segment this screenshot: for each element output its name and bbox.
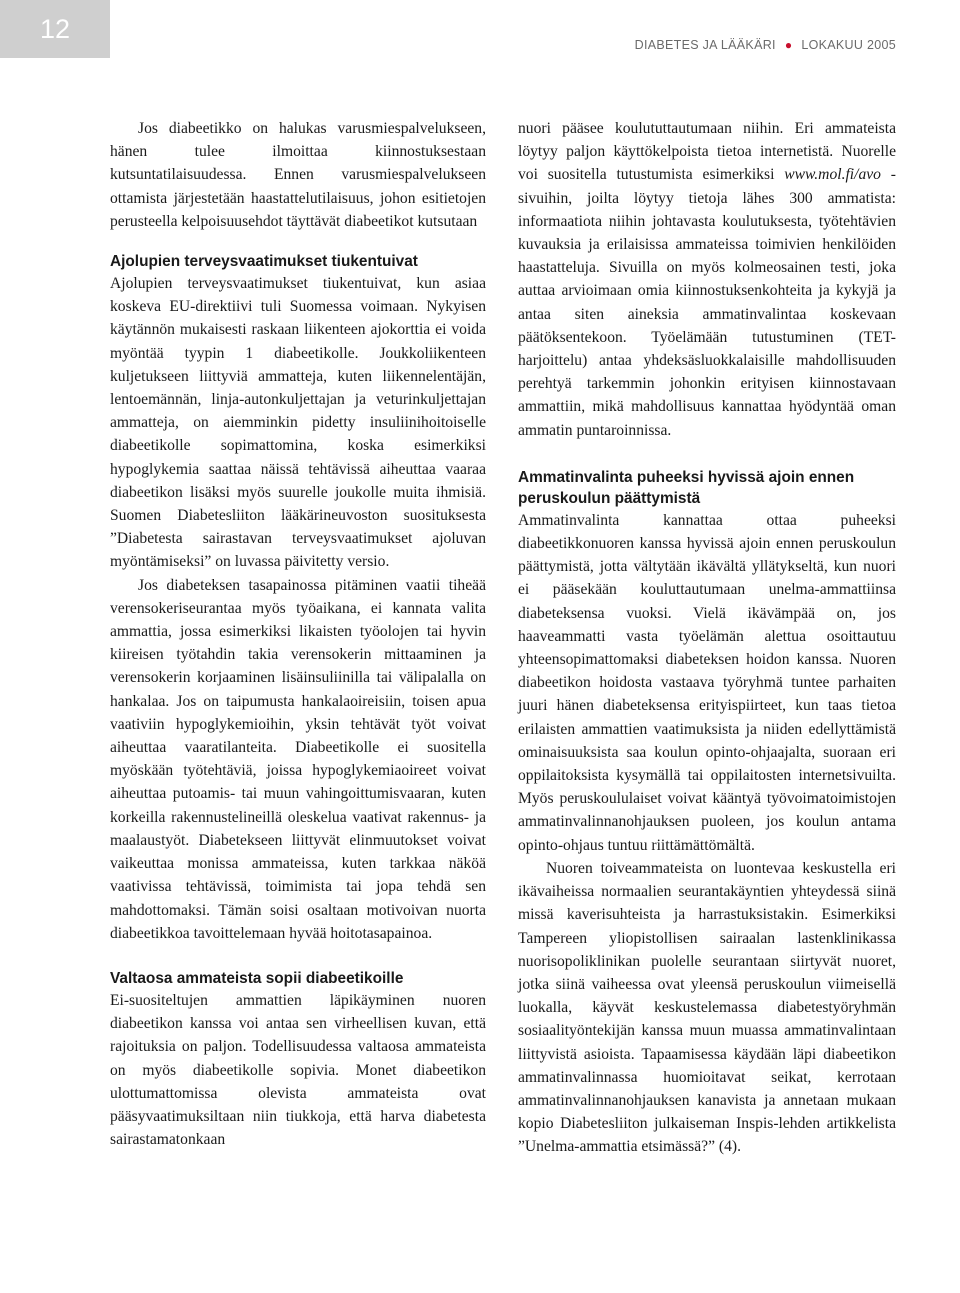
left-paragraph-4: Ei-suositeltujen ammattien läpikäyminen nuoren diabeetikon kanssa voi antaa sen virheellisen kuvan, että rajoituksia on paljon. Todellisuudessa valtaosa ammateista on myös diabeetikolle sopivia. Monet diabeetikon ulottumattomissa olevista ammateista ovat pääsyvaatimuksiltaan niin tiukkoja, että harva diabetesta sairastamatonkaan [110,991,486,1149]
issue-date: LOKAKUU 2005 [801,38,896,52]
website-link[interactable]: www.mol.fi/avo [784,166,881,184]
right-paragraph-1-start: nuori pääsee koulututtautumaan niihin. Eri ammateista löytyy paljon käyttökelpoista tietoa internetistä. Nuorelle voi suositella tutustumista esimerkiksi [518,120,896,184]
bullet-icon: ● [784,38,793,52]
heading-most-professions: Valtaosa ammateista sopii diabeetikoille [110,969,404,987]
right-paragraph-3: Nuoren toiveammateista on luontevaa keskustella eri ikävaiheissa normaalien seurantakäyntien yhteydessä siinä missä kaverisuhteista ja harrastuksistakin. Esimerkiksi Tampereen yliopistollisen sairaalan lastenklinikassa nuorisopoliklinikan puolelle seurantaan siirtyvät nuoret, jotka siinä vaiheessa ovat yleensä peruskoulun viimeisellä luokalla, käyvät keskustelemassa diabetestyöryhmän sosiaalityöntekijän kanssa muun muassa ammatinvalintaan liittyvistä asioista. Tapaamisessa käydään läpi diabeetikon ammatinvalinnassa huomioitavat seikat, kerrotaan ammatinvalinnanohjauksen kanavista ja annetaan mukaan kopio Diabetesliiton julkaiseman Inspis-lehden artikkelista ”Unelma-ammattia etsimässä?” (4). [518,859,896,1156]
left-paragraph-3: Jos diabeteksen tasapainossa pitäminen vaatii tiheää verensokeriseurantaa myös työaikana, ei kannata valita ammattia, jossa esimerkiksi likaisten työolojen tai hyvin kiireisen työtahdin takia verensokerin mittaaminen ja verensokerin korjaaminen lisäinsuliinilla tai välipalalla on hankalaa. Jos on taipumusta hankalaoireisiin, toisen apua vaativiin hypoglykemioihin, yksin tehtävät työt voivat aiheuttaa vaaratilanteita. Diabeetikolle ei suositella myöskään työtehtäviä, joissa hypoglykemiaoireet voivat aiheuttaa putoamis- tai muun vahingoittumisvaaran, kuten korkeilla rakennustelineillä oleskelua vaativat rakennus- ja maalaustyöt. Diabetekseen liittyvät elinmuutokset voivat vaikeuttaa monissa ammateissa, kuten tarkkaa näköä vaativissa tehtävissä, toimimista tai jopa tehdä sen mahdottomaksi. Tämän soisi osaltaan motivoivan nuorta diabeetikkoa tavoittelemaan hyvää hoitotasapainoa. [110,576,486,942]
left-column [110,117,486,1151]
heading-driving-licence: Ajolupien terveysvaatimukset tiukentuivat [110,253,418,271]
left-paragraph-2: Ajolupien terveysvaatimukset tiukentuivat, kun asiaa koskeva EU-direktiivi tuli Suomessa voimaan. Nykyisen käytännön mukaisesti raskaan liikenteen ajokorttia ei voida myöntää tyypin 1 diabeetikolle. Joukkoliikenteen kuljetukseen liittyviä ammatteja, kuten liikennelentäjän, lentoemännän, linja-autonkuljettajan ja veturinkuljettajan ammatteja, on aiemminkin pidetty insuliinihoitoiselle diabeetikolle sopimattomina, koska esimerkiksi hypoglykemia saattaa näissä tehtävissä aiheuttaa vaaraa diabeetikon lisäksi myös suurelle joukolle muita ihmisiä. Suomen Diabetesliiton lääkärineuvoston suosituksesta ”Diabetesta sairastavan terveysvaatimukset ajoluvan myöntämiseksi” on luvassa päivitetty versio. [110,275,486,571]
page-number: 12 [0,0,110,58]
heading-career-choice: Ammatinvalinta puheeksi hyvissä ajoin ennen peruskoulun päättymistä [518,468,855,507]
right-paragraph-1-end: -sivuihin, joilta löytyy tietoja lähes 300 ammatista: informaatiota niihin johtavasta koulutuksesta, työtehtävien kuvauksia ja erilaisissa ammateissa toimivien henkilöiden haastatteluja. Sivuilla on myös kolmeosainen testi, joka auttaa arvioimaan omia kiinnostuksenkohteita ja kykyjä ja antaa siten aineksia ammatinvalintaa koskevaan päätöksentekoon. Työelämään tutustuminen (TET-harjoittelu) antaa yhdeksäsluokkalaisille mahdollisuuden perehtyä tarkemmin johonkin erityisen kiinnostavaan ammattiin, mikä mahdollisuus kannattaa hyödyntää oman ammatin puntaroinnissa. [518,166,896,439]
left-paragraph-1: Jos diabeetikko on halukas varusmiespalvelukseen, hänen tulee ilmoittaa kiinnostuksestaan kutsuntatilaisuudessa. Ennen varusmiespalvelukseen ottamista järjestetään haastattelutilaisuus, johon esitietojen perusteella kelpoisuusehdot täyttävät diabeetikot kutsutaan [110,120,486,230]
right-paragraph-2: Ammatinvalinta kannattaa ottaa puheeksi diabeetikkonuoren kanssa hyvissä ajoin ennen peruskoulun päättymistä, jotta vältytään ikävältä yllätykseltä, kun nuori ei pääsekään kouluttautumaan unelma-ammattiinsa diabeteksensa vuoksi. Vielä ikävämpää on, jos haaveammatti vasta työelämän alettua osoittautuu yhteensopimattomaksi diabeteksen hoidon kanssa. Nuoren diabeetikon hoidosta vastaava työryhmä tuntee parhaiten juuri hänen diabeteksensa erityispiirteet, kun taas tietoa erilaisten ammattien vaatimuksista ja niiden edellyttämistä ominaisuuksista saa koulun opinto-ohjaajalta, suoraan eri oppilaitoksista kysymällä tai oppilaitosten internetsivuilta. Myös peruskoululaiset voivat kääntyä työvoimatoimistojen ammatinvalinnanohjauksen puoleen, jos koulun antama opinto-ohjaus tuntuu riittämättömältä. [518,511,896,854]
running-head [635,38,896,52]
publication-title: DIABETES JA LÄÄKÄRI [634,38,776,52]
right-column [518,117,896,1159]
right-paragraph-1 [518,117,896,442]
